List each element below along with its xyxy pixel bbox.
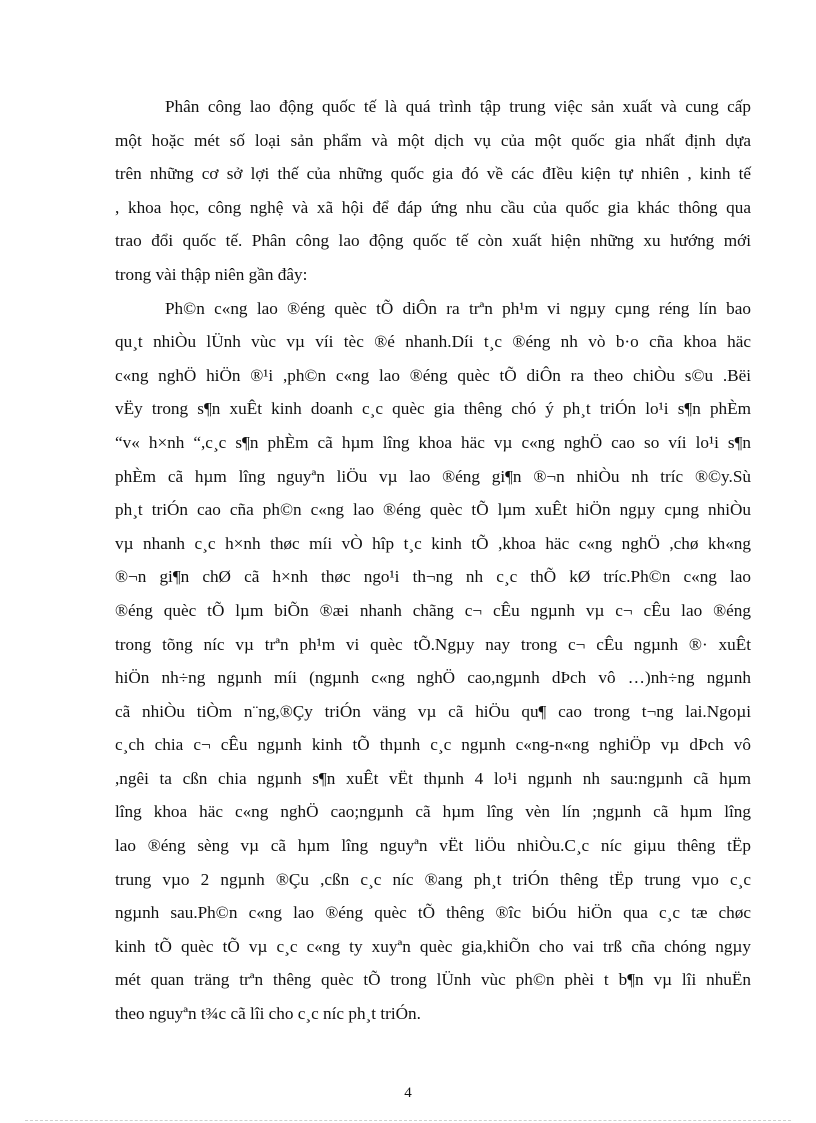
text-line: theo nguyªn t¾c cã lîi cho c¸c níc ph¸t triÓn. <box>115 1004 421 1024</box>
text-line: lîng khoa häc c«ng nghÖ cao;ngµnh cã hµm lîng vèn lín ;ngµnh cã hµm lîng <box>115 802 751 822</box>
text-line: , khoa học, công nghệ và xã hội để đáp ứng nhu cầu của quốc gia khác thông qua <box>115 197 751 217</box>
text-line: kinh tÕ quèc tÕ vµ c¸c c«ng ty xuyªn quèc gia,khiÕn cho vai trß cña chóng ngµy <box>115 936 751 956</box>
text-line: “v« h×nh “,c¸c s¶n phÈm cã hµm lîng khoa häc vµ c«ng nghÖ cao so víi lo¹i s¶n <box>115 432 751 452</box>
paragraph-2 <box>115 297 751 1036</box>
text-line: mét quan träng trªn thêng quèc tÕ trong lÜnh vùc ph©n phèi t b¶n vµ lîi nhuËn <box>115 970 751 990</box>
text-line: c¸ch chia c¬ cÊu ngµnh kinh tÕ thµnh c¸c ngµnh c«ng-n«ng nghiÖp vµ dÞch vô <box>115 735 751 755</box>
text-line: trao đổi quốc tế. Phân công lao động quốc tế còn xuất hiện những xu hướng mới <box>115 231 751 251</box>
text-line: hiÖn nh÷ng ngµnh míi (ngµnh c«ng nghÖ cao,ngµnh dÞch vô …)nh÷ng ngµnh <box>115 668 751 688</box>
text-line: trong tõng níc vµ trªn ph¹m vi quèc tÕ.Ngµy nay trong c¬ cÊu ngµnh ®· xuÊt <box>115 634 751 654</box>
text-line: qu¸t nhiÒu lÜnh vùc vµ víi tèc ®é nhanh.Díi t¸c ®éng nh vò b·o cña khoa häc <box>115 332 751 352</box>
text-line: trung vµo 2 ngµnh ®Çu ,cßn c¸c níc ®ang ph¸t triÓn thêng tËp trung vµo c¸c <box>115 869 751 889</box>
text-line: ,ngêi ta cßn chia ngµnh s¶n xuÊt vËt thµnh 4 lo¹i ngµnh nh sau:ngµnh cã hµm <box>115 768 751 788</box>
text-line: vµ nhanh c¸c h×nh thøc míi vÒ hîp t¸c kinh tÕ ,khoa häc c«ng nghÖ ,chø kh«ng <box>115 533 751 553</box>
text-line: ®¬n gi¶n chØ cã h×nh thøc ngo¹i th¬ng nh c¸c thÕ kØ tríc.Ph©n c«ng lao <box>115 567 751 587</box>
text-line: phÈm cã hµm lîng nguyªn liÖu vµ lao ®éng gi¶n ®¬n nhiÒu nh tríc ®©y.Sù <box>115 466 751 486</box>
paragraph-1 <box>115 95 751 297</box>
text-line: c«ng nghÖ hiÖn ®¹i ,ph©n c«ng lao ®éng quèc tÕ diÔn ra theo chiÒu s©u .Bëi <box>115 365 751 385</box>
page-bottom-divider <box>25 1120 791 1121</box>
text-line: trong vài thập niên gần đây: <box>115 264 308 284</box>
document-body <box>115 95 751 1036</box>
page-number: 4 <box>404 1085 412 1101</box>
text-line: ph¸t triÓn cao cña ph©n c«ng lao ®éng quèc tÕ lµm xuÊt hiÖn ngµy cµng nhiÒu <box>115 500 751 520</box>
text-line: cã nhiÒu tiÒm n¨ng,®Çy triÓn väng vµ cã hiÖu qu¶ cao trong t¬ng lai.Ngoµi <box>115 701 751 721</box>
text-line: một hoặc mét số loại sản phẩm và một dịch vụ của một quốc gia nhất định dựa <box>115 130 751 150</box>
text-line: lao ®éng sèng vµ cã hµm lîng nguyªn vËt liÖu nhiÒu.C¸c níc giµu thêng tËp <box>115 836 751 856</box>
text-line: Phân công lao động quốc tế là quá trình tập trung việc sản xuất và cung cấp <box>165 97 751 116</box>
text-line: ®éng quèc tÕ lµm biÕn ®æi nhanh chãng c¬ cÊu ngµnh vµ c¬ cÊu lao ®éng <box>115 600 751 620</box>
text-line: vËy trong s¶n xuÊt kinh doanh c¸c quèc gia thêng chó ý ph¸t triÓn lo¹i s¶n phÈm <box>115 399 751 419</box>
text-line: Ph©n c«ng lao ®éng quèc tÕ diÔn ra trªn ph¹m vi ngµy cµng réng lín bao <box>165 298 751 318</box>
text-line: trên những cơ sở lợi thế của những quốc gia đó về các đIều kiện tự nhiên , kinh tế <box>115 164 751 184</box>
text-line: ngµnh sau.Ph©n c«ng lao ®éng quèc tÕ thêng ®îc biÓu hiÖn qua c¸c tæ chøc <box>115 903 751 923</box>
